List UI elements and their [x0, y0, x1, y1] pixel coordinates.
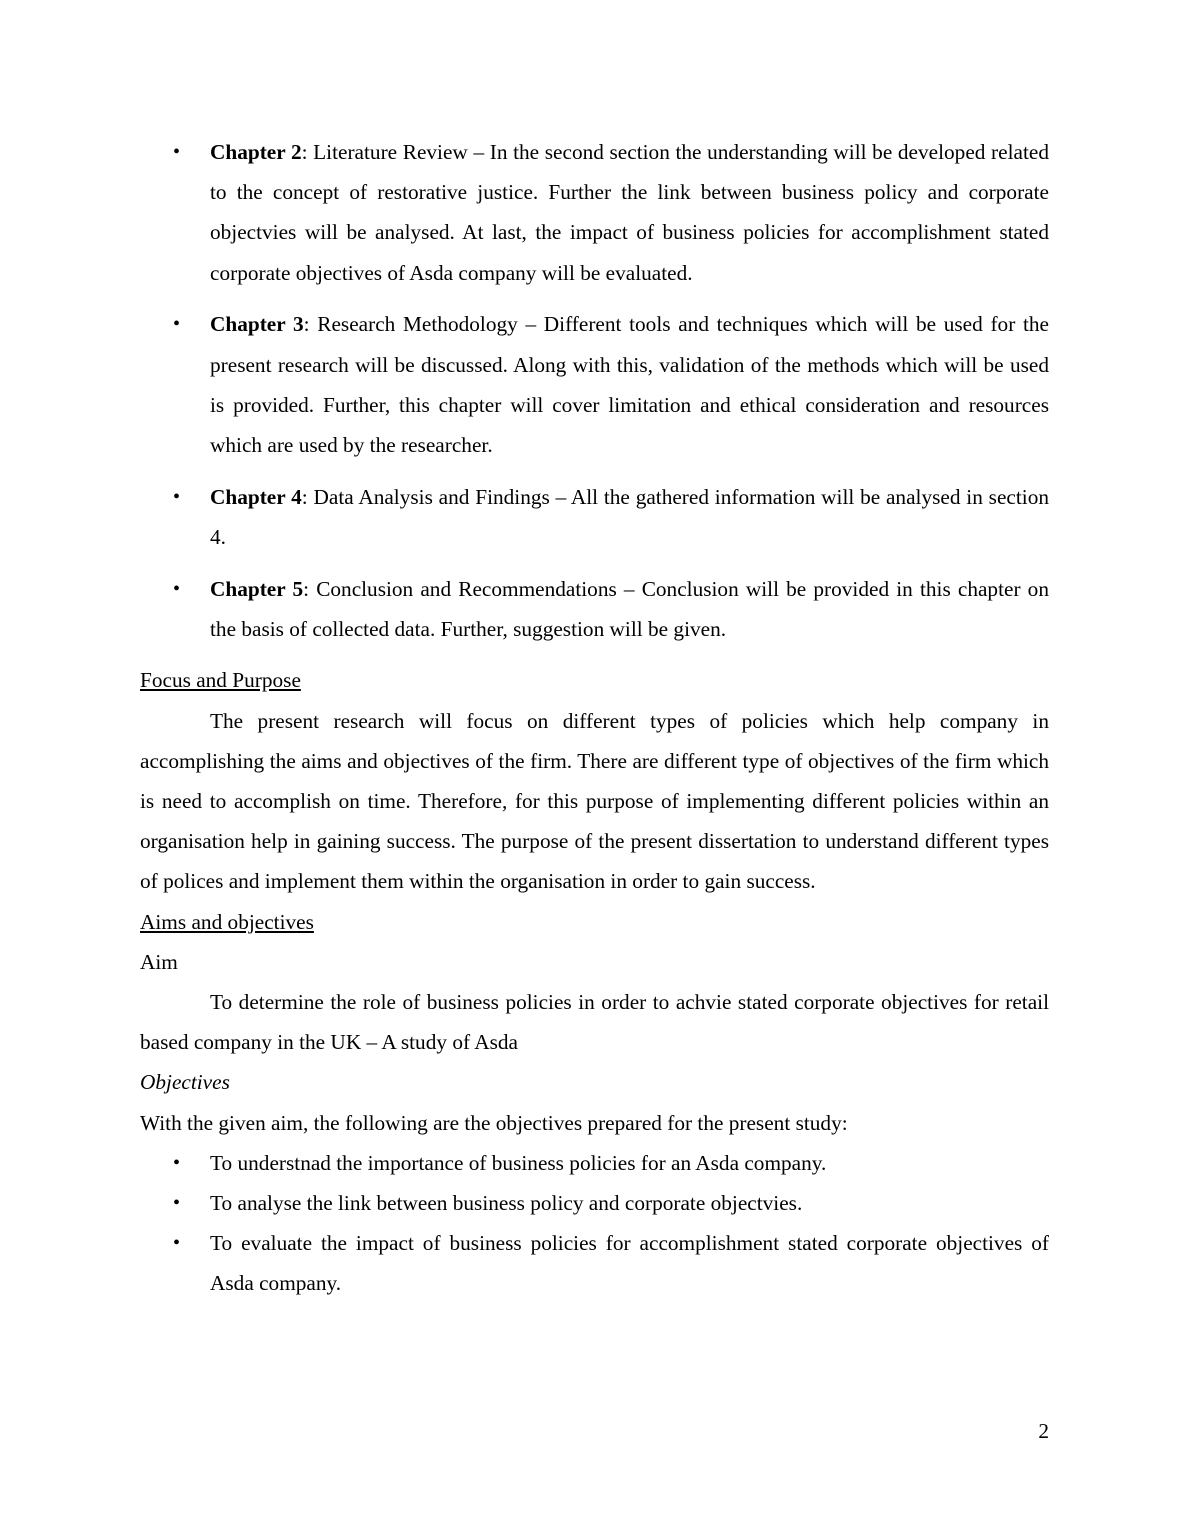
chapter-description: : Literature Review – In the second section the understanding will be developed related to the concept of restorative justice. Further the link between business policy and corporate objectvies will be analysed. At last, the impact of business policies for accomplishment stated corporate objectives of Asda company will be evaluated.	[210, 140, 1049, 285]
objectives-list	[140, 1143, 1049, 1304]
aims-heading: Aims and objectives	[140, 909, 314, 934]
bullet-icon: •	[173, 1232, 181, 1255]
objective-item	[140, 1223, 1049, 1303]
focus-heading: Focus and Purpose	[140, 668, 301, 693]
objective-item	[140, 1183, 1049, 1223]
bullet-icon: •	[173, 141, 181, 163]
objective-text: To analyse the link between business policy and corporate objectvies.	[210, 1191, 803, 1216]
chapter-description: : Research Methodology – Different tools and techniques which will be used for the present research will be discussed. Along with this, validation of the methods which will be used is provided. Further, this chapter will cover limitation and ethical consideration and resources which are used by the researcher.	[210, 312, 1049, 457]
aim-label: Aim	[140, 949, 178, 974]
chapter-list	[140, 132, 1049, 649]
page-number: 2	[1038, 1419, 1049, 1443]
objective-text: To evaluate the impact of business policies for accomplishment stated corporate objectives of Asda company.	[210, 1231, 1049, 1296]
chapter-description: : Data Analysis and Findings – All the gathered information will be analysed in section 4.	[210, 484, 1049, 549]
bullet-icon: •	[173, 485, 181, 508]
chapter-description: : Conclusion and Recommendations – Conclusion will be provided in this chapter on the basis of collected data. Further, suggestion will be given.	[210, 576, 1049, 641]
chapter-item-4	[140, 477, 1049, 557]
bullet-icon: •	[173, 1192, 181, 1215]
bullet-icon: •	[173, 1151, 181, 1174]
chapter-item-3	[140, 304, 1049, 465]
chapter-label: Chapter 5	[210, 576, 304, 601]
bullet-icon: •	[173, 577, 181, 600]
chapter-item-2	[140, 132, 1049, 293]
chapter-label: Chapter 2	[210, 140, 302, 164]
chapter-label: Chapter 4	[210, 484, 302, 509]
chapter-label: Chapter 3	[210, 312, 304, 337]
focus-paragraph: The present research will focus on different types of policies which help company in accomplishing the aims and objectives of the firm. There are different type of objectives of the firm which is need to accomplish on time. Therefore, for this purpose of implementing different policies within an organisation help in gaining success. The purpose of the present dissertation to understand different types of polices and implement them within the organisation in order to gain success.	[140, 708, 1049, 894]
objective-item	[140, 1143, 1049, 1183]
document-page	[140, 132, 1049, 1304]
objectives-label: Objectives	[140, 1070, 230, 1095]
objective-text: To understnad the importance of business policies for an Asda company.	[210, 1150, 827, 1175]
bullet-icon: •	[173, 313, 181, 336]
chapter-item-5	[140, 569, 1049, 649]
objectives-intro: With the given aim, the following are the objectives prepared for the present study:	[140, 1110, 848, 1135]
aim-paragraph: To determine the role of business policies in order to achvie stated corporate objectives for retail based company in the UK – A study of Asda	[140, 990, 1049, 1055]
